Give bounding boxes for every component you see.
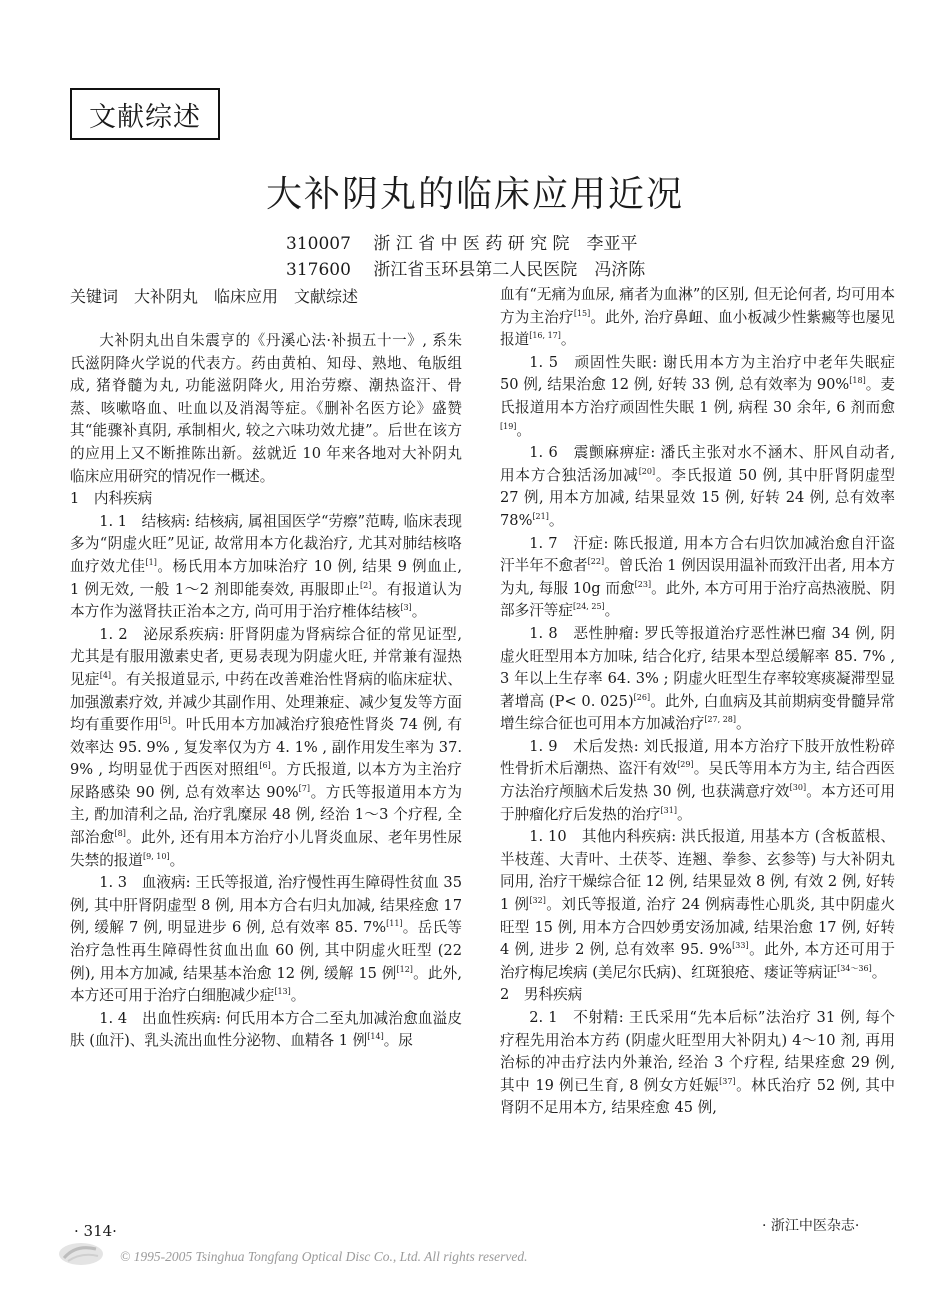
paragraph (500, 1007, 895, 1120)
citation-ref: [16, 17] (529, 331, 561, 341)
postal-code: 317600 (286, 260, 351, 280)
paragraph (500, 736, 895, 826)
paragraph (70, 624, 462, 873)
text-run: 1. 8 恶性肿瘤: 罗氏等报道治疗恶性淋巴瘤 34 例, 阴虚火旺型用本方加味, 结合化疗, 结果本型总缓解率 85. 7% , 3 年以上生存率 64. 3% ; 阴虚火旺型生存率较寒痰凝滞型显著增高 (P< 0. 025) (500, 624, 895, 710)
citation-ref: [12] (396, 964, 413, 974)
text-run: 。有报道认为本方作为滋肾扶正治本之方, 尚可用于治疗椎体结核 (70, 580, 462, 621)
paragraph (500, 352, 895, 442)
text-run: 。 (516, 421, 532, 439)
text-run: 。此外, 本方还可用于治疗白细胞减少症 (70, 964, 462, 1005)
citation-ref: [33] (732, 941, 749, 951)
affiliation-1 (286, 229, 638, 254)
text-run: 。 (548, 511, 564, 529)
cnki-logo-icon (56, 1240, 106, 1268)
paragraph (500, 533, 895, 623)
text-run: 。此外, 本方可用于治疗高热液脱、阴部多汗等症 (500, 579, 896, 620)
author: 冯济陈 (594, 260, 646, 280)
text-run: 。李氏报道 50 例, 其中肝肾阴虚型 27 例, 用本方加减, 结果显效 15 例, 好转 24 例, 总有效率 78% (500, 466, 895, 529)
citation-ref: [22] (587, 557, 605, 567)
paragraph (70, 511, 462, 624)
citation-ref: [6] (259, 761, 271, 771)
text-run: 。 (290, 987, 306, 1005)
citation-ref: [34～36] (837, 963, 872, 973)
paragraph (70, 1008, 462, 1053)
citation-ref: [26] (633, 692, 651, 702)
citation-ref: [23] (634, 579, 652, 589)
citation-ref: [29] (677, 760, 694, 770)
citation-ref: [3] (400, 603, 412, 613)
text-run: 。尿 (383, 1032, 413, 1050)
citation-ref: [20] (638, 466, 656, 476)
text-run: 。岳氏等治疗急性再生障碍性贫血出血 60 例, 其中阴虚火旺型 (22 例), 用本方加减, 结果基本治愈 12 例, 缓解 15 例 (70, 919, 462, 982)
text-run: 血有“无痛为血尿, 痛者为血淋”的区别, 但无论何者, 均可用本方为主治疗 (500, 286, 895, 326)
text-run: 。 (411, 603, 427, 621)
citation-ref: [19] (500, 421, 517, 431)
text-run: 。 (169, 851, 185, 869)
text-run: 。 (676, 805, 692, 823)
text-run: 大补阴丸出自朱震亨的《丹溪心法·补损五十一》, 系朱氏滋阴降火学说的代表方。药由黄柏、知母、熟地、龟版组成, 猪脊髓为丸, 功能滋阴降火, 用治劳瘵、潮热盗汗、骨蒸、咳嗽咯血、吐血以及消渴等症。《删补名医方论》盛赞其“能骤补真阴, 承制相火, 较之六味功效尤捷”。后世在该方的应用上又不断推陈出新。兹就近 10 年来各地对大补阴丸临床应用研究的情况作一概述。 (70, 332, 462, 485)
keywords: 关键词 大补阴丸 临床应用 文献综述 (70, 287, 359, 306)
text-run: 1. 7 汗症: 陈氏报道, 用本方合右归饮加减治愈自汗盗汗半年不愈者 (500, 534, 895, 575)
citation-ref: [11] (386, 919, 403, 929)
text-run: 。叶氏用本方加减治疗狼疮性肾炎 74 例, 有效率达 95. 9% , 复发率仅为方 4. 1% , 副作用发生率为 37. 9% , 均明显优于西医对照组 (70, 716, 462, 779)
text-run: 。此外, 白血病及其前期病变骨髓异常增生综合征也可用本方加减治疗 (500, 692, 895, 733)
paragraph (500, 826, 895, 984)
text-run: 。方氏等报道用本方为主, 酌加清利之品, 治疗乳糜尿 48 例, 经治 1～3 个疗程, 全部治愈 (70, 783, 462, 847)
paragraph (70, 330, 462, 488)
text-run: 。 (736, 715, 751, 733)
text-run: 。杨氏用本方加味治疗 10 例, 结果 9 例血止, 1 例无效, 一般 1～2 剂即能奏效, 再服即止 (70, 557, 462, 598)
text-run: 1. 6 震颤麻痹症: 潘氏主张对水不涵木、肝风自动者, 用本方合独活汤加减 (500, 444, 895, 484)
paragraph (500, 284, 895, 352)
section-heading (70, 488, 462, 511)
text-run: 。此外, 还有用本方治疗小儿肾炎血尿、老年男性尿失禁的报道 (70, 829, 462, 869)
citation-ref: [32] (529, 896, 546, 906)
citation-ref: [30] (789, 783, 807, 793)
text-run: 2. 1 不射精: 王氏采用“先本后标”法治疗 31 例, 每个疗程先用治本方药 (阴虚火旺型用大补阴丸) 4～10 剂, 再用治标的冲击疗法内外兼治, 经治 3 个疗程, 结果痊愈 29 例, 其中 19 例已生育, 8 例女方妊娠 (500, 1009, 895, 1094)
text-run: 1. 3 血液病: 王氏等报道, 治疗慢性再生障碍性贫血 35 例, 其中肝肾阴虚型 8 例, 用本方合右归丸加减, 结果痊愈 17 例, 缓解 7 例, 明显进步 6 例, 总有效率 85. 7% (70, 874, 462, 937)
text-run: 1 内科疾病 (70, 490, 153, 508)
institution: 浙 江 省 中 医 药 研 究 院 (373, 234, 570, 254)
citation-ref: [1] (145, 558, 157, 568)
text-run: 。 (604, 602, 620, 620)
author: 李亚平 (586, 234, 638, 254)
text-run: 。此外, 本方还可用于治疗梅尼埃病 (美尼尔氏病)、红斑狼疮、瘘证等病证 (500, 941, 896, 981)
text-run: 。麦氏报道用本方治疗顽固性失眠 1 例, 病程 30 余年, 6 剂而愈 (500, 376, 895, 416)
section-label: 文献综述 (89, 101, 201, 133)
text-run: 1. 9 术后发热: 刘氏报道, 用本方治疗下肢开放性粉碎性骨折术后潮热、盗汗有效 (500, 737, 895, 778)
text-run: 。 (560, 331, 576, 349)
citation-ref: [5] (159, 716, 171, 726)
text-run: 。此外, 治疗鼻衄、血小板减少性紫癜等也屡见报道 (500, 308, 895, 349)
right-column (500, 284, 895, 1120)
institution: 浙江省玉环县第二人民医院 (373, 260, 578, 280)
section-heading (500, 984, 895, 1007)
citation-ref: [9, 10] (142, 851, 170, 861)
citation-ref: [31] (660, 805, 677, 815)
citation-ref: [7] (298, 784, 310, 794)
section-label-box (70, 88, 220, 140)
text-run: 。吴氏等用本方为主, 结合西医方法治疗颅脑术后发热 30 例, 也获满意疗效 (500, 760, 895, 801)
text-run: 。本方还可用于肿瘤化疗后发热的治疗 (500, 783, 895, 823)
text-run: 。刘氏等报道, 治疗 24 例病毒性心肌炎, 其中阴虚火旺型 15 例, 用本方合四妙勇安汤加减, 结果治愈 17 例, 好转 4 例, 进步 2 例, 总有效率 95. 9% (500, 896, 896, 959)
text-run: 。林氏治疗 52 例, 其中肾阴不足用本方, 结果痊愈 45 例, (500, 1076, 895, 1117)
article-title: 大补阴丸的临床应用近况 (265, 174, 684, 215)
page-number: · 314· (74, 1222, 117, 1240)
text-run: 。方氏报道, 以本方为主治疗尿路感染 90 例, 总有效率达 90% (70, 761, 463, 801)
citation-ref: [2] (360, 580, 372, 590)
text-run: 1. 1 结核病: 结核病, 属祖国医学“劳瘵”范畴, 临床表现多为“阴虚火旺”见证, 故常用本方化裁治疗, 尤其对肺结核咯血疗效尤佳 (70, 512, 462, 575)
affiliation-2 (286, 255, 645, 280)
postal-code: 310007 (286, 234, 351, 254)
citation-ref: [4] (99, 671, 112, 681)
text-run: 。 (871, 963, 887, 981)
text-run: 1. 10 其他内科疾病: 洪氏报道, 用基本方 (含板蓝根、半枝莲、大青叶、土茯苓、连翘、拳参、玄参等) 与大补阴丸同用, 治疗干燥综合征 12 例, 结果显效 8 例, 有效 2 例, 好转 1 例 (500, 828, 895, 914)
journal-name: · 浙江中医杂志· (762, 1218, 860, 1234)
citation-ref: [15] (573, 308, 591, 318)
citation-ref: [37] (719, 1076, 736, 1086)
text-run: 2 男科疾病 (500, 986, 583, 1004)
left-column (70, 330, 462, 1053)
paragraph (70, 872, 462, 1008)
citation-ref: [14] (367, 1032, 384, 1042)
paragraph (500, 442, 895, 532)
text-run: 。有关报道显示, 中药在改善难治性肾病的临床症状、加强激素疗效, 并减少其副作用、处理兼症、减少复发等方面均有重要作用 (70, 670, 462, 734)
citation-ref: [21] (532, 512, 549, 522)
citation-ref: [8] (114, 829, 126, 839)
text-run: 1. 4 出血性疾病: 何氏用本方合二至丸加减治愈血溢皮肤 (血汗)、乳头流出血性分泌物、血精各 1 例 (70, 1009, 462, 1050)
text-run: 。曾氏治 1 例因误用温补而致汗出者, 用本方为丸, 每服 10g 而愈 (500, 557, 895, 597)
citation-ref: [18] (849, 376, 866, 386)
citation-ref: [13] (274, 987, 291, 997)
text-run: 1. 2 泌尿系疾病: 肝肾阴虚为肾病综合征的常见证型, 尤其是有服用激素史者, 更易表现为阴虚火旺, 并常兼有湿热见症 (70, 625, 462, 688)
text-run: 1. 5 顽固性失眠: 谢氏用本方为主治疗中老年失眠症 50 例, 结果治愈 12 例, 好转 33 例, 总有效率为 90% (500, 353, 895, 394)
citation-ref: [24, 25] (572, 602, 605, 612)
paragraph (500, 623, 895, 736)
citation-ref: [27, 28] (704, 715, 737, 725)
copyright-notice: © 1995-2005 Tsinghua Tongfang Optical Disc Co., Ltd. All rights reserved. (120, 1249, 528, 1264)
